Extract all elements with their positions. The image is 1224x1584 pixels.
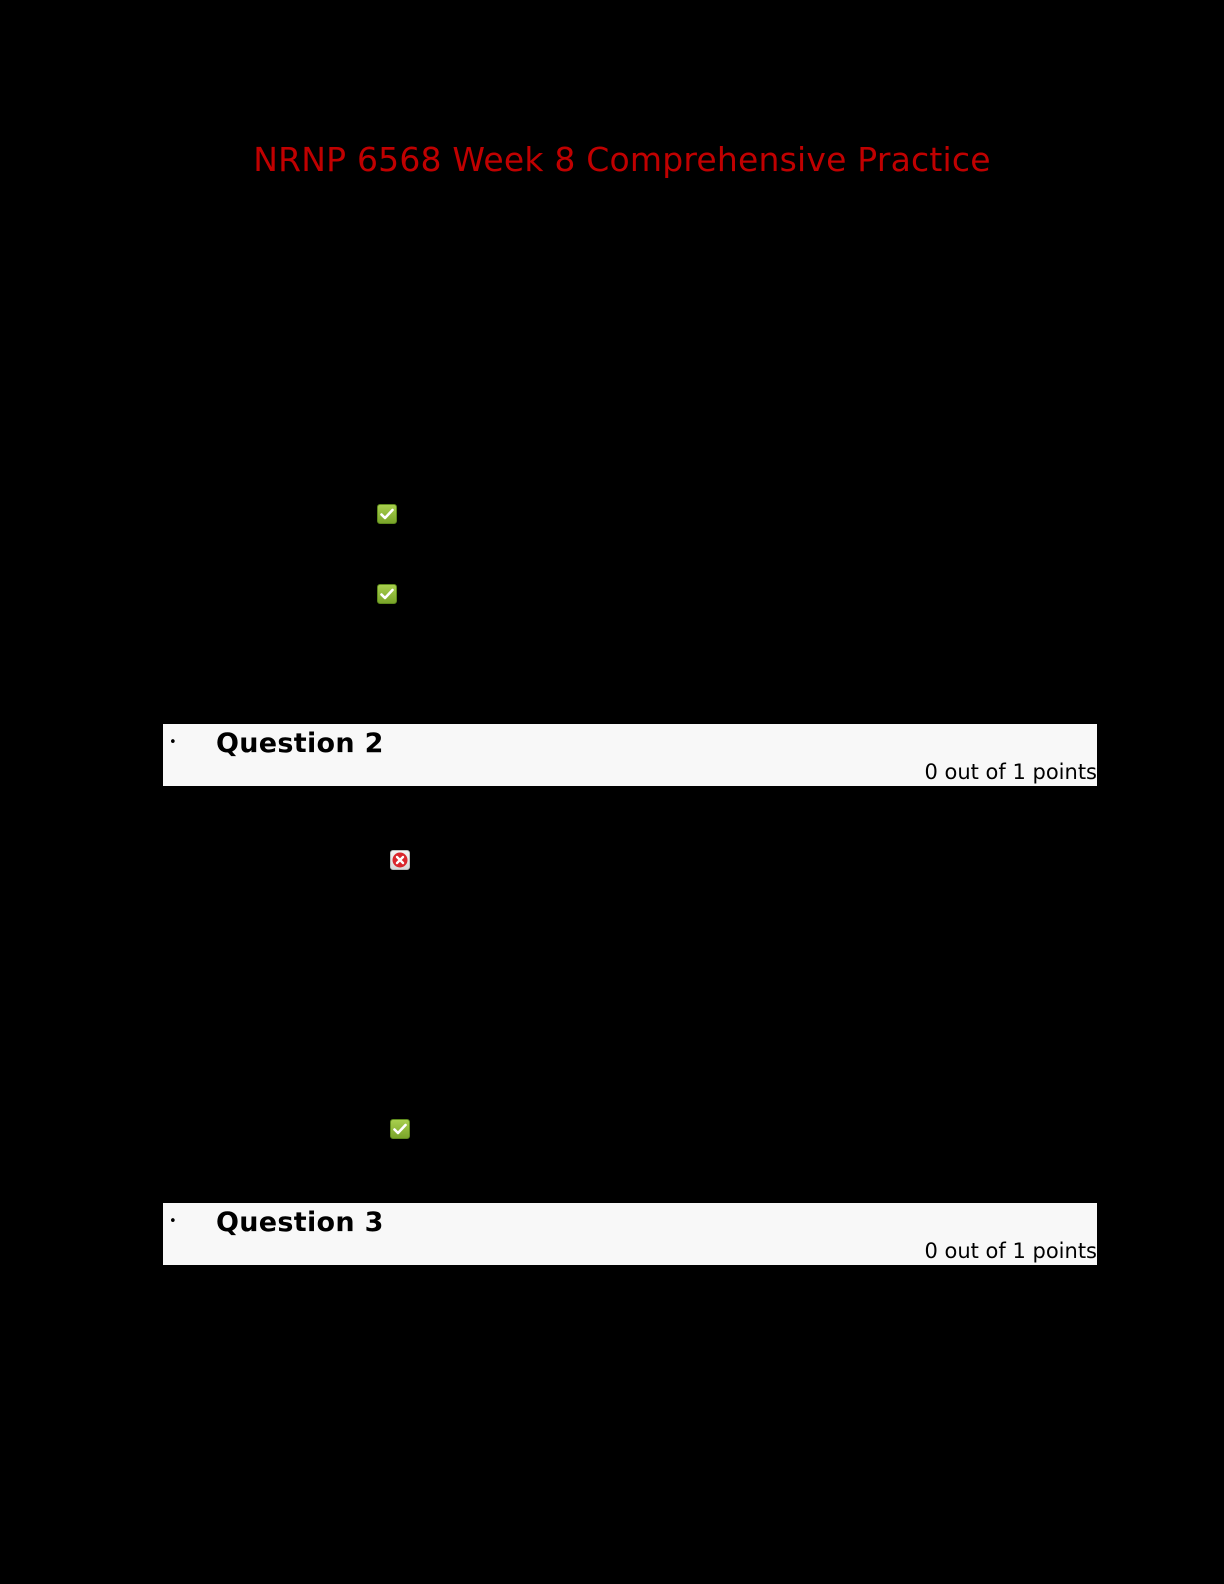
question-header bbox=[163, 1203, 1097, 1265]
document-title: NRNP 6568 Week 8 Comprehensive Practice bbox=[253, 140, 991, 179]
correct-check-icon bbox=[377, 504, 397, 524]
question-points: 0 out of 1 points bbox=[924, 760, 1097, 784]
question-title: Question 3 bbox=[216, 1207, 384, 1238]
question-bullet: • bbox=[169, 735, 177, 750]
correct-check-icon bbox=[377, 584, 397, 604]
question-bullet: • bbox=[169, 1214, 177, 1229]
correct-check-icon bbox=[390, 1119, 410, 1139]
incorrect-cross-icon bbox=[390, 850, 410, 870]
question-title: Question 2 bbox=[216, 728, 384, 759]
question-header bbox=[163, 724, 1097, 786]
question-points: 0 out of 1 points bbox=[924, 1239, 1097, 1263]
